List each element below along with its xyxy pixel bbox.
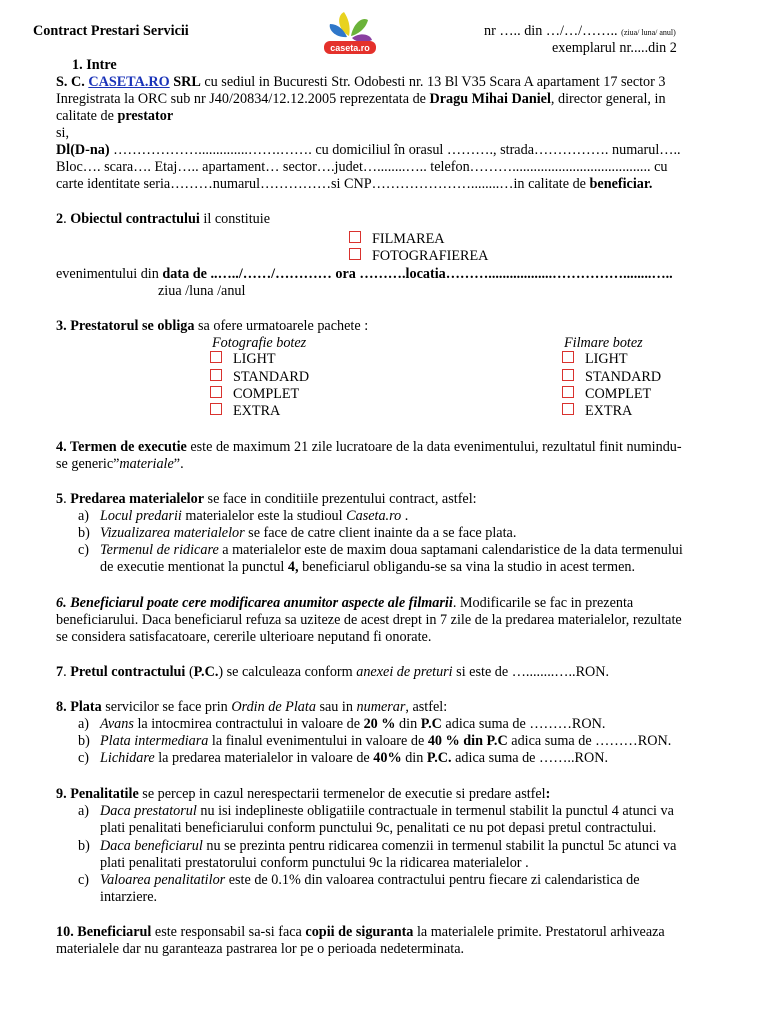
materials-preview: Vizualizarea materialelor se face de catre client inainte da a se face plata. xyxy=(100,525,517,541)
section-4-line-2: se generic”materiale”. xyxy=(56,456,184,472)
section-6-line-3: se considera satisfacatoare, cererile ulterioare neputand fi onorate. xyxy=(56,629,432,645)
document-title: Contract Prestari Servicii xyxy=(33,23,189,39)
checkbox[interactable] xyxy=(562,351,574,363)
section-5-heading: 5. Predarea materialelor se face in conditiile prezentului contract, astfel: xyxy=(56,491,477,507)
provider-role-line: calitate de prestator xyxy=(56,108,174,124)
payment-final: Lichidare la predarea materialelor in valoare de 40% din P.C. adica suma de ……..RON. xyxy=(100,750,609,766)
video-package-light[interactable]: LIGHT xyxy=(562,351,628,368)
checkbox[interactable] xyxy=(210,369,222,381)
logo-petal-green xyxy=(351,19,368,36)
item-label: c) xyxy=(78,542,90,558)
section-4-line-1: 4. Termen de executie este de maximum 21 zile lucratoare de la data evenimentului, rezultatul finit numindu- xyxy=(56,439,682,455)
checkbox[interactable] xyxy=(210,351,222,363)
delivery-place: Locul predarii materialelor este la studioul Caseta.ro . xyxy=(100,508,409,524)
client-id-line: carte identitate seria………numarul……………si CNP…………………........…in calitate de beneficiar. xyxy=(56,176,653,192)
section-1-heading: 1. Intre xyxy=(72,57,117,73)
photo-package-standard[interactable]: STANDARD xyxy=(210,369,309,386)
item-label: b) xyxy=(78,838,90,854)
section-10-line-1: 10. Beneficiarul este responsabil sa-si faca copii de siguranta la materialele primite. Prestatorul arhiveaza xyxy=(56,924,665,940)
photo-packages-title: Fotografie botez xyxy=(212,335,307,351)
checkbox[interactable] xyxy=(210,386,222,398)
item-label: a) xyxy=(78,508,90,524)
event-details-line: evenimentului din data de ..…../……/………… ora ……….locatia………..................……………........….. xyxy=(56,266,673,282)
date-format-hint: (ziua/ luna/ anul) xyxy=(621,28,676,37)
penalty-provider-line-1: Daca prestatorul nu isi indeplineste obligatiile contractuale in termenul stabilit la punctul 4 atunci va xyxy=(100,803,674,819)
video-package-standard[interactable]: STANDARD xyxy=(562,369,661,386)
option-filmare[interactable]: FILMAREA xyxy=(349,231,445,248)
option-fotografiere[interactable]: FOTOGRAFIEREA xyxy=(349,248,488,265)
client-name-line: Dl(D-na) ………………..............…….……. cu domiciliul în orasul ………., strada……………. numarul….. xyxy=(56,142,681,158)
penalty-value-line-1: Valoarea penalitatilor este de 0.1% din valoarea contractului pentru fiecare zi calendaristica de xyxy=(100,872,640,888)
date-hint: ziua /luna /anul xyxy=(158,283,246,299)
section-6-line-1: 6. Beneficiarul poate cere modificarea anumitor aspecte ale filmarii. Modificarile se fac in prezenta xyxy=(56,595,634,611)
exemplar-number: exemplarul nr.....din 2 xyxy=(552,40,677,56)
logo-text: caseta.ro xyxy=(330,43,370,53)
section-9-heading: 9. Penalitatile se percep in cazul nerespectarii termenelor de executie si predare astfel: xyxy=(56,786,551,802)
section-3-heading: 3. Prestatorul se obliga sa ofere urmatoarele pachete : xyxy=(56,318,369,334)
video-package-extra[interactable]: EXTRA xyxy=(562,403,632,420)
photo-package-extra[interactable]: EXTRA xyxy=(210,403,280,420)
item-label: c) xyxy=(78,872,90,888)
checkbox[interactable] xyxy=(210,403,222,415)
payment-intermediate: Plata intermediara la finalul evenimentului in valoare de 40 % din P.C adica suma de ………RON. xyxy=(100,733,672,749)
item-label: a) xyxy=(78,803,90,819)
and-line: si, xyxy=(56,125,70,141)
section-2-heading: 2. Obiectul contractului il constituie xyxy=(56,211,270,227)
item-label: a) xyxy=(78,716,90,732)
penalty-client-line-2: plati penalitati prestatorului conform punctului 9c la ridicarea materialelor . xyxy=(100,855,529,871)
pickup-deadline-line-2: de executie mentionat la punctul 4, beneficiarul obligandu-se sa vina la studio in acest termen. xyxy=(100,559,636,575)
item-label: b) xyxy=(78,733,90,749)
photo-package-complet[interactable]: COMPLET xyxy=(210,386,299,403)
client-address-line: Bloc…. scara…. Etaj….. apartament… sector….judet…........….. telefon………....................................... cu xyxy=(56,159,668,175)
penalty-value-line-2: intarziere. xyxy=(100,889,158,905)
pickup-deadline-line-1: Termenul de ridicare a materialelor este de maxim doua saptamani calendaristice de la data termenului xyxy=(100,542,683,558)
checkbox[interactable] xyxy=(562,386,574,398)
provider-line: S. C. CASETA.RO SRL cu sediul in Bucuresti Str. Odobesti nr. 13 Bl V35 Scara A apartament 17 sector 3 xyxy=(56,74,666,90)
contract-number: nr ….. din …/…/…….. (ziua/ luna/ anul) xyxy=(484,23,676,39)
caseta-link[interactable]: CASETA.RO xyxy=(88,74,170,90)
checkbox-filmare[interactable] xyxy=(349,231,361,243)
video-package-complet[interactable]: COMPLET xyxy=(562,386,651,403)
checkbox[interactable] xyxy=(562,403,574,415)
section-7-price: 7. Pretul contractului (P.C.) se calculeaza conform anexei de preturi si este de …........…..RON. xyxy=(56,664,610,680)
video-packages-title: Filmare botez xyxy=(564,335,643,351)
payment-advance: Avans la intocmirea contractului in valoare de 20 % din P.C adica suma de ………RON. xyxy=(100,716,606,732)
item-label: c) xyxy=(78,750,90,766)
checkbox[interactable] xyxy=(562,369,574,381)
registration-line: Inregistrata la ORC sub nr J40/20834/12.12.2005 reprezentata de Dragu Mihai Daniel, director general, in xyxy=(56,91,666,107)
penalty-client-line-1: Daca beneficiarul nu se prezinta pentru ridicarea comenzii in termenul stabilit la punctul 5c atunci va xyxy=(100,838,677,854)
section-6-line-2: beneficiarului. Daca beneficiarul refuza sa uziteze de acest drept in 7 zile de la predarea materialelor, rezultate xyxy=(56,612,682,628)
section-10-line-2: materialele dar nu garanteaza pastrarea lor pe o perioada nedeterminata. xyxy=(56,941,465,957)
item-label: b) xyxy=(78,525,90,541)
penalty-provider-line-2: plati penalitati beneficiarului conform punctului 9c, penalitati ce nu pot depasi pretul contractului. xyxy=(100,820,657,836)
section-8-heading: 8. Plata servicilor se face prin Ordin de Plata sau in numerar, astfel: xyxy=(56,699,448,715)
photo-package-light[interactable]: LIGHT xyxy=(210,351,276,368)
checkbox-fotografiere[interactable] xyxy=(349,248,361,260)
caseta-logo xyxy=(322,8,378,58)
